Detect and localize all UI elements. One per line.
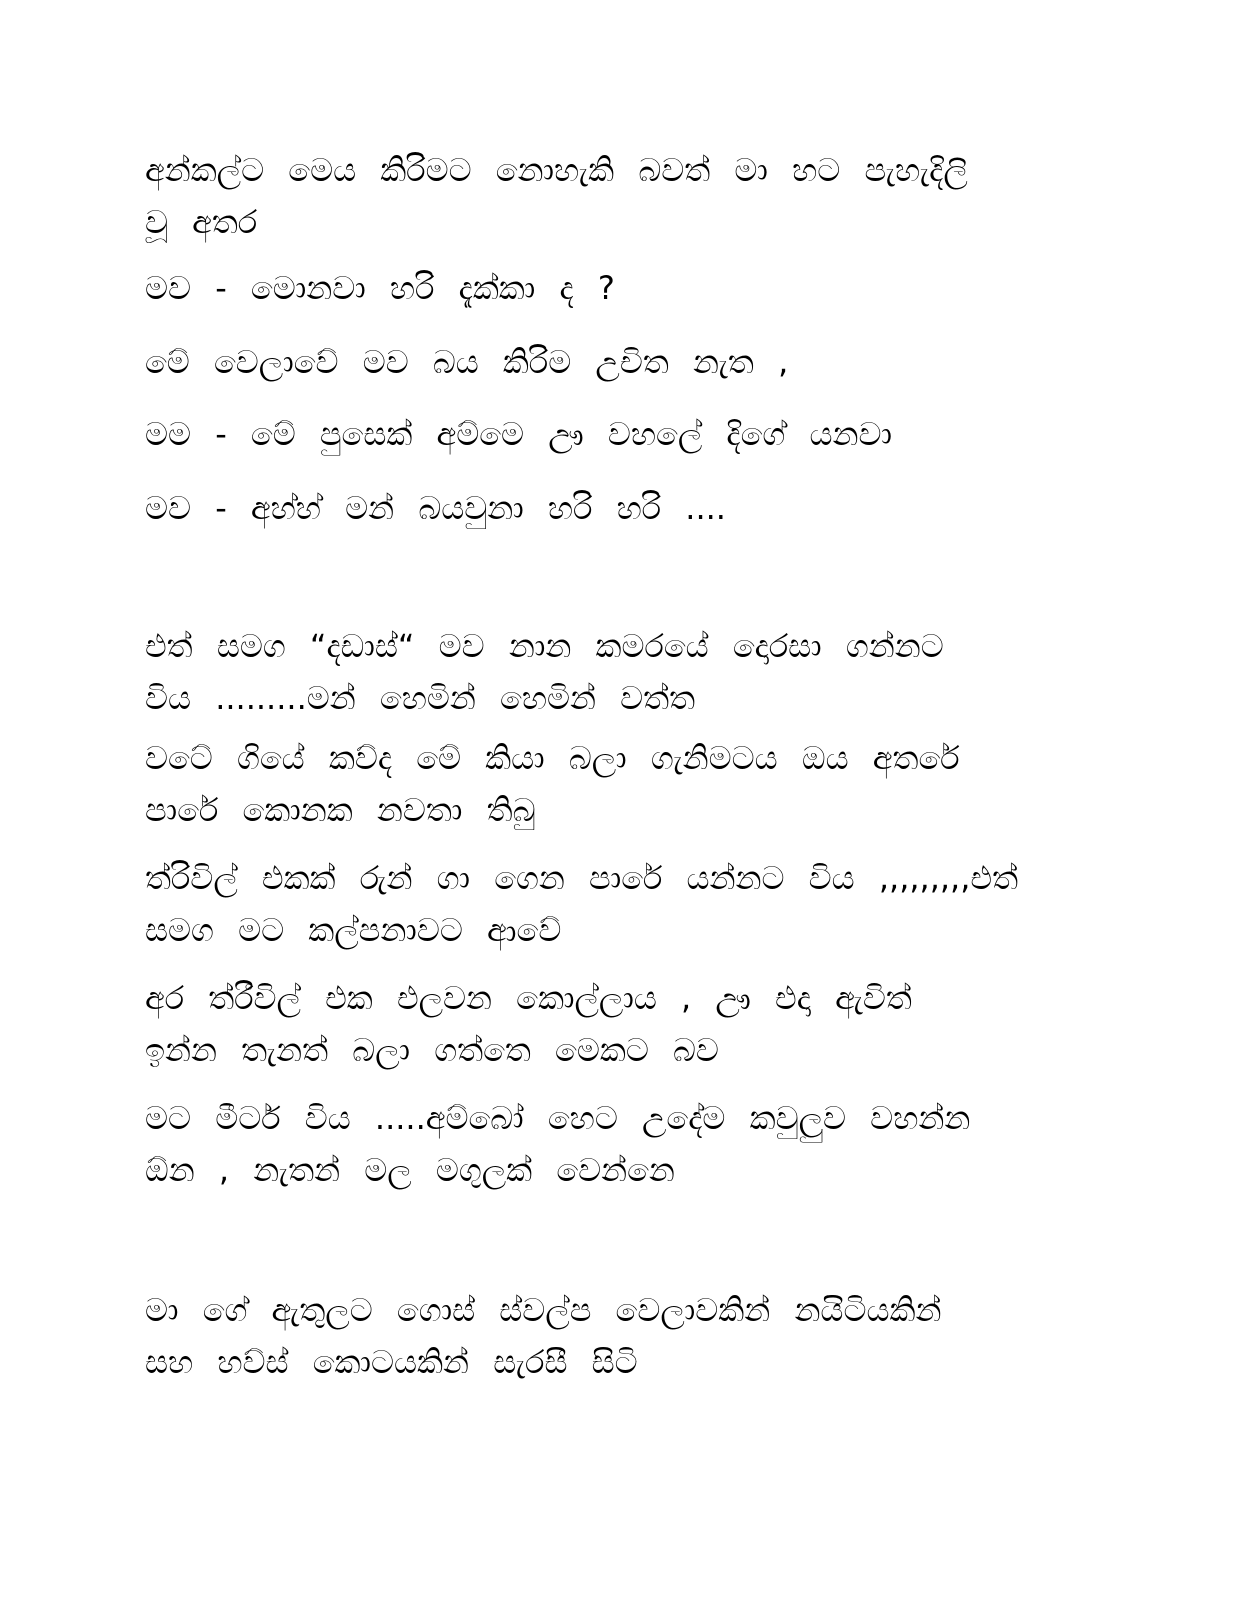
paragraph-9 [145,972,1085,1076]
text-line: මව - මොනවා හරි දැක්කා ද ? [145,269,615,307]
text-line: පාරේ කොනක නවතා තිබු [145,791,536,829]
paragraph-3 [145,336,1085,388]
text-line: ඕන , නැතන් මල මගුලක් වෙන්නෙ [145,1151,675,1189]
text-line: මම - මේ පුසෙක් අම්මෙ ඌ වහලේ දිගේ යනවා [145,415,893,453]
text-line: සහ හව්ස් කොටයකින් සැරසී සිටි [145,1343,638,1381]
text-line: ඉන්න තැනත් බලා ගත්තෙ මෙකට බව [145,1031,719,1069]
text-line: වටේ ගියේ කව්ද මේ කියා බලා ගැනිමටය ඔය අතරේ [145,739,960,777]
paragraph-4 [145,408,1085,460]
text-line: මා ගේ ඇතුලට ගොස් ස්වල්ප වෙලාවකින් නයිටියකින් [145,1291,942,1329]
paragraph-11 [145,1284,1085,1388]
text-line: ත්රිවිල් එකක් රුන් ගා ගෙන පාරේ යන්නට විය ,,,,,,,,,එත් [145,859,1019,897]
text-line: මට මීටර් විය .....අම්බෝ හෙට උදේම කවුලුව වහන්න [145,1099,971,1137]
text-line: එත් සමග “දඩාස්“ මව නාන කමරයේ දොරසා ගන්නට [145,627,944,665]
text-line: සමග මට කල්පනාවට ආවේ [145,911,562,949]
text-line: මව - අහ්හ් මන් බයවුනා හරි හරි .... [145,489,726,527]
paragraph-1 [145,144,1085,248]
paragraph-8 [145,852,1085,956]
text-line: අන්කල්ට මෙය කිරිමට නොහැකි බවත් මා හට පැහැදිලි [145,151,968,189]
text-line: විය .........මන් හෙමින් හෙමින් වත්ත [145,679,696,717]
paragraph-5 [145,482,1085,534]
text-line: අර ත්රීවිල් එක එලවන කොල්ලාය , ඌ එදා ඇවිත් [145,979,912,1017]
paragraph-6 [145,620,1085,724]
paragraph-7 [145,732,1085,836]
paragraph-10 [145,1092,1085,1196]
text-line: මේ වෙලාවේ මව බය කිරිම උචිත නැත , [145,343,789,381]
paragraph-2 [145,262,1085,314]
text-line: වූ අතර [145,203,258,241]
